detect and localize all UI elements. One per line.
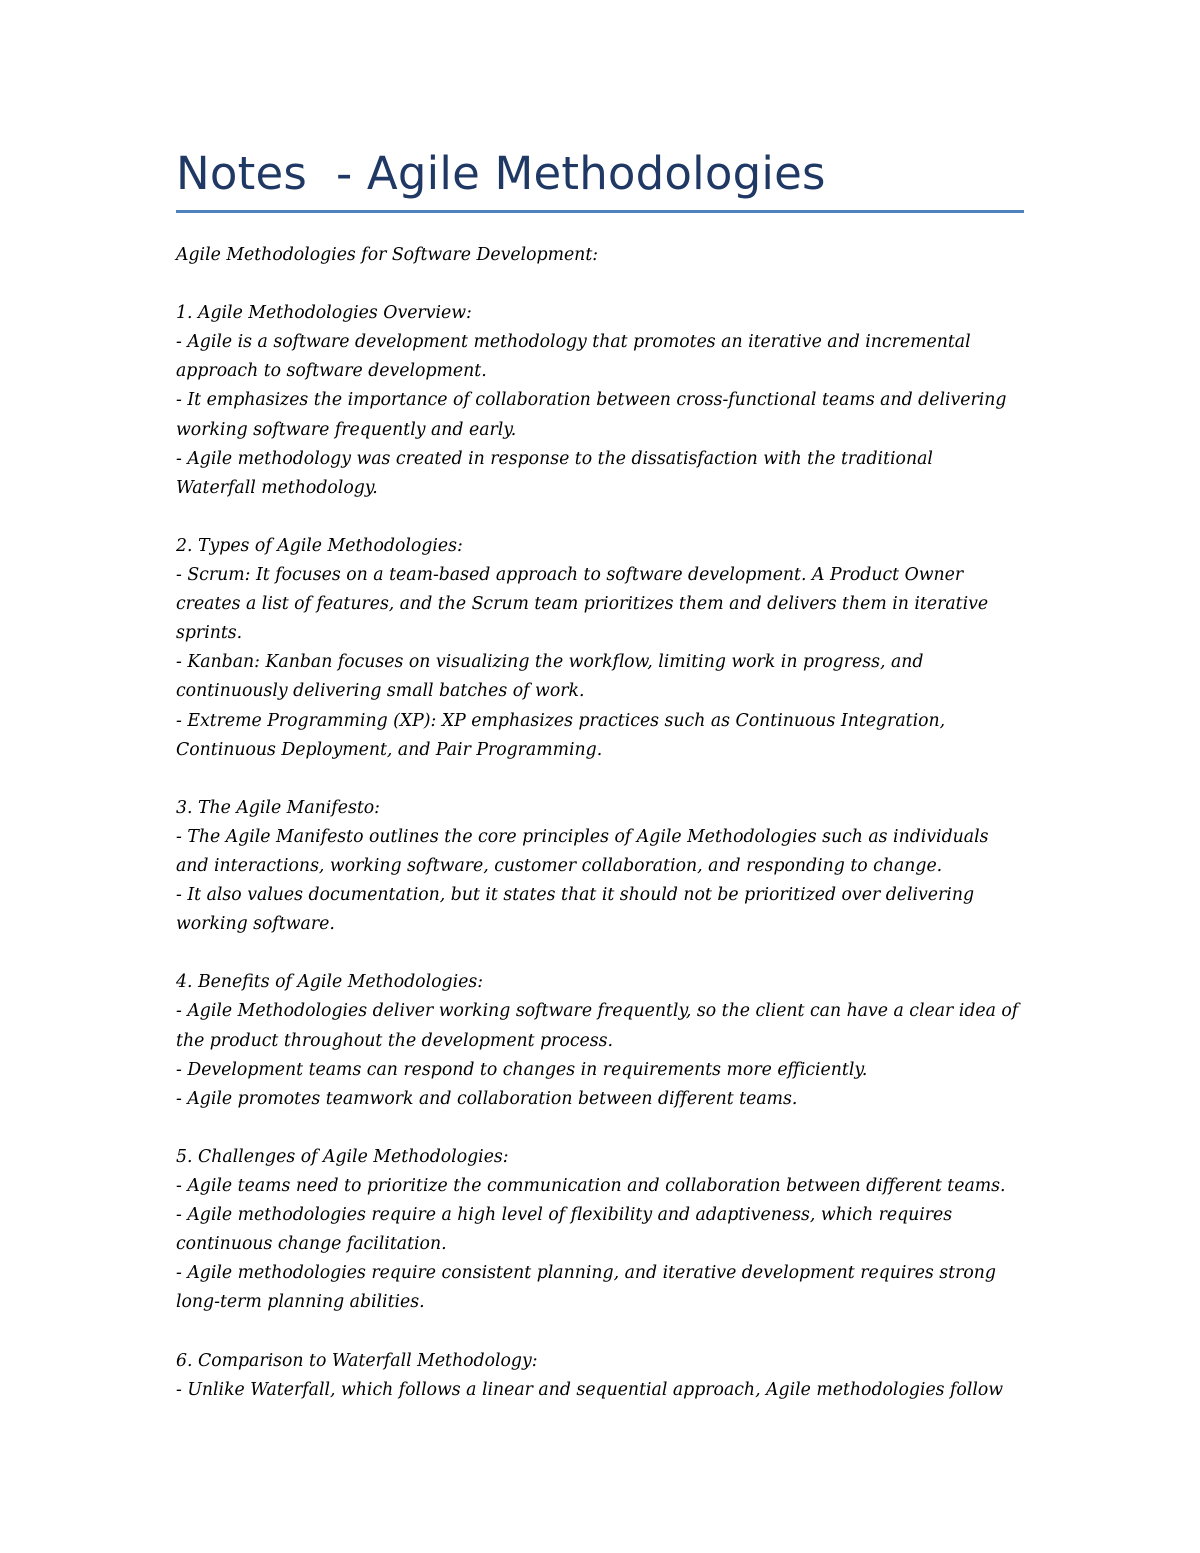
section-line: continuously delivering small batches of work.	[176, 681, 585, 702]
section-line: - Agile teams need to prioritize the communication and collaboration between different teams.	[176, 1176, 1006, 1196]
section-line: - It emphasizes the importance of collaboration between cross-functional teams and delivering	[176, 390, 1007, 411]
section-line: long-term planning abilities.	[176, 1292, 425, 1313]
blank-line	[176, 939, 1034, 968]
section-line: the product throughout the development process.	[176, 1030, 613, 1051]
section-line: - Agile is a software development methodology that promotes an iterative and incremental	[176, 332, 971, 353]
blank-line	[176, 503, 1034, 532]
section-line: Waterfall methodology.	[176, 477, 378, 498]
section-line: working software frequently and early.	[176, 419, 517, 440]
section-heading-comparison: 6. Comparison to Waterfall Methodology:	[176, 1350, 538, 1371]
section-line: - Agile methodologies require a high level of flexibility and adaptiveness, which requires	[176, 1205, 953, 1226]
intro-text: Agile Methodologies for Software Development:	[176, 245, 599, 265]
section-line: - It also values documentation, but it states that it should not be prioritized over delivering	[176, 885, 975, 906]
section-line: Continuous Deployment, and Pair Programming.	[176, 739, 603, 760]
document-body	[176, 241, 1034, 1405]
section-heading-types: 2. Types of Agile Methodologies:	[176, 535, 463, 556]
section-line: sprints.	[176, 623, 243, 644]
blank-line	[176, 765, 1034, 794]
section-line: - Agile Methodologies deliver working software frequently, so the client can have a clear idea of	[176, 1001, 1019, 1022]
section-line: - Agile methodology was created in response to the dissatisfaction with the traditional	[176, 448, 933, 469]
section-heading-benefits: 4. Benefits of Agile Methodologies:	[176, 972, 484, 993]
section-line: - Agile methodologies require consistent planning, and iterative development requires strong	[176, 1263, 996, 1284]
section-heading-overview: 1. Agile Methodologies Overview:	[176, 303, 472, 324]
page-title: Notes - Agile Methodologies	[176, 147, 826, 200]
section-line: - Kanban: Kanban focuses on visualizing the workflow, limiting work in progress, and	[176, 652, 924, 673]
section-heading-manifesto: 3. The Agile Manifesto:	[176, 797, 380, 818]
section-line: - Agile promotes teamwork and collaboration between different teams.	[176, 1088, 798, 1109]
section-line: creates a list of features, and the Scrum team prioritizes them and delivers them in iterative	[176, 594, 989, 615]
section-line: - Development teams can respond to changes in requirements more efficiently.	[176, 1059, 868, 1080]
section-line: - Scrum: It focuses on a team-based approach to software development. A Product Owner	[176, 565, 964, 586]
section-line: and interactions, working software, customer collaboration, and responding to change.	[176, 855, 943, 876]
blank-line	[176, 1114, 1034, 1143]
section-line: continuous change facilitation.	[176, 1234, 447, 1255]
blank-line	[176, 270, 1034, 299]
title-underline-divider	[176, 210, 1024, 213]
section-line: - The Agile Manifesto outlines the core principles of Agile Methodologies such as individuals	[176, 826, 989, 847]
section-line: - Unlike Waterfall, which follows a linear and sequential approach, Agile methodologies follow	[176, 1379, 1004, 1400]
section-heading-challenges: 5. Challenges of Agile Methodologies:	[176, 1146, 509, 1167]
section-line: approach to software development.	[176, 361, 487, 382]
section-line: working software.	[176, 914, 335, 935]
blank-line	[176, 1317, 1034, 1346]
section-line: - Extreme Programming (XP): XP emphasizes practices such as Continuous Integration,	[176, 710, 946, 731]
